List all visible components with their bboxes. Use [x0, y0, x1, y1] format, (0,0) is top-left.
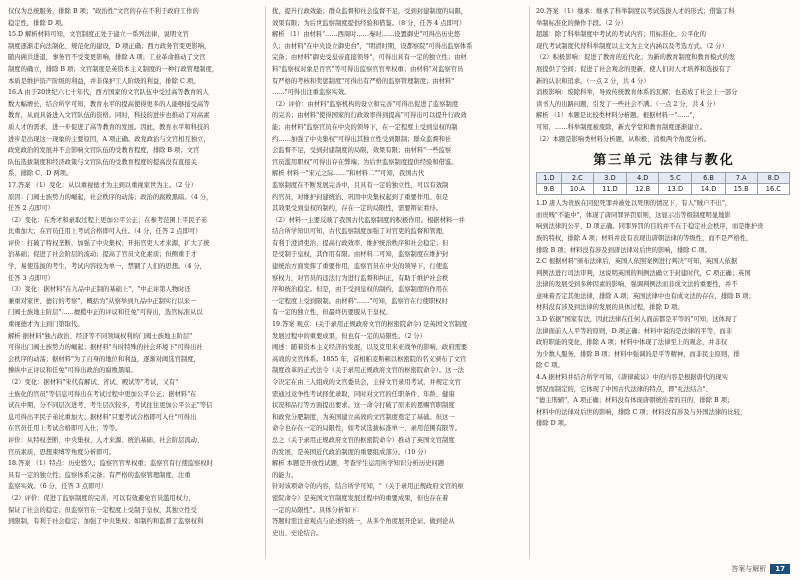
text-line: 19.答案 观点：(关于录用正规政府文官的枢密院命令) 是英国文官制度	[272, 321, 468, 329]
text-line: 在官员任用上考试合格即可入仕；等等。	[8, 425, 122, 433]
text-line: 原因：门阀士族势力的崛起，社会秩序的动荡；政治的腐败黑暗。（4 分，	[8, 193, 213, 201]
text-line: 响到法律的公平，D 项正确。同罪异罚的目的并不在于稳定社会秩序，而是维护贵	[536, 223, 764, 231]
text-line: 1.D 唐人为贵族在同犯死罪并被处以死刑的情况下，有人"賊户不出"，	[536, 200, 732, 208]
text-line: 制度逐渐走向法制化、规范化的建设，D 项正确；西方政务官变更影响，	[8, 42, 211, 50]
text-line: 门阀士族地主阶层"……擅揽中正的评议和任免"可得出，选官标准从以	[8, 309, 203, 317]
text-line: 随内阁共进退，事务官不受变更影响，排除 A 项；工业革命推动了文官	[8, 54, 206, 62]
text-line: （2）变化：在秀才和录取过程上更加公平公正；在参考范围上平民子弟	[8, 216, 208, 224]
text-line: "德主刑辅"，A 项正确；材料没有体现唐朝统治者的目的，排除 B 项；	[536, 397, 734, 405]
column-divider	[265, 6, 266, 558]
text-line: 消极影响：废除科举，导致传统教育体系的瓦解；也造成了社会上一部分	[536, 89, 738, 97]
text-line: 针对该项命令的内容，结合所学可知，"（关于录用正规政府文官的枢	[272, 483, 464, 491]
text-line: 能；由材料"监察官员在中央的领导下，在一定程度上受到皇权的制	[272, 123, 458, 131]
column-middle	[272, 6, 522, 561]
footer-label: 答案与解析	[731, 565, 767, 573]
text-line: 有利于澄清吏治、提高行政效率、维护统治秩序和社会稳定；但	[272, 239, 449, 247]
text-line: 稳定性，排除 D 项。	[8, 19, 68, 27]
text-line: 会秩序的动荡；据材料"为了自身的地位和利益，逐渐对阀选官制度，	[8, 355, 200, 363]
text-line: 的完善；由材料"使得国家的行政效率得到提高"可得出可以提升行政效	[272, 112, 467, 120]
text-line: 有严格的考核和奖惩制度"可得出有严格的监察管理制度；由材料"	[272, 77, 455, 85]
text-line: 官员滥用职权"可得出存在弊端；为后世监察制度提供经验和借鉴。	[272, 158, 458, 166]
answer-cell: 8.D	[757, 173, 789, 184]
text-line: 解析 （1）本题是比较类材料分析题。根据材料一"……"，	[536, 112, 699, 120]
text-line: 意味着否定其他法律，排除 A 项；英国法律中也有成文法的存在，排除 B 项；	[536, 292, 755, 300]
answer-cell: 2.C	[561, 173, 593, 184]
text-line: 会监督不足，受到封建制度的局限，效果有限；由材料"一些监察	[272, 147, 452, 155]
text-line: 是受制于皇权，其作用有限。由材料二可知，监察制度在维护封	[272, 251, 449, 259]
answer-cell: 7.A	[725, 173, 757, 184]
text-line: 比重加大；在官员任用上考试合格即可入仕。（4 分，任答 2 点即可）	[8, 228, 202, 236]
answer-cell: 1.D	[537, 173, 562, 184]
text-line: 举制标准化的操作手段。（2 分）	[536, 19, 628, 27]
text-line: 效果有限；为后世监察制度提供经验和借鉴。（8 分，任答 4 点即可）	[272, 19, 466, 27]
text-line: 解析 本题是开放性试题，考查学生运用所学知识分析历史问题	[272, 460, 445, 468]
text-line: 任答 2 点即可）	[8, 205, 54, 213]
text-line: （2）本题是影响类材料分析题，从积极、消极两个角度分析。	[536, 135, 711, 143]
column-left	[8, 6, 258, 561]
text-line: 4.A 据材料并结合所学可知，《唐律疏议》中的内容是根据唐代的现实	[536, 374, 729, 382]
text-line: 察权力，对官员的违法行为进行监督和纠正，有助于维护社会秩	[272, 274, 449, 282]
text-line: 史出、史论结合。	[272, 529, 323, 537]
text-line: 制度的确立，排除 B 项；文官制度是英资本主义制度的一种行政管理制度，	[8, 65, 219, 73]
text-line: 兼重对家世、德行的考察"，概括为"从察举到九品中正制实行以来一	[8, 297, 197, 305]
answer-cell: 12.B	[627, 184, 659, 195]
text-line: 评价：从特权垄断、中央集权、人才来源、统治基础、社会阶层流动、	[8, 436, 204, 444]
text-line: 扰，提升行政效能；群众监督和社会监督不足，受到封建制度的局限，	[272, 8, 468, 15]
text-line: 排除 D 项。	[536, 420, 571, 428]
text-line: 法律的发展受到多种因素的影响，强调判例法而非成文法的重要性，并不	[536, 281, 738, 289]
text-line: 需通过竞争性考试择优录取，同时对文官的任职条件、年龄、健康	[272, 390, 455, 398]
text-line: 除 C 项。	[536, 362, 564, 370]
answer-cell: 5.C	[659, 173, 692, 184]
text-line: 料"监察权对象是百官"等可得出监察官官卑权重；由材料"对监察官员	[272, 65, 464, 73]
answer-cell: 3.D	[593, 173, 626, 184]
answer-cell: 13.D	[659, 184, 692, 195]
answer-cell: 15.B	[725, 184, 757, 195]
text-line: 密院命令）是英国文官制度发展过程中的重要成果，但也存在着	[272, 494, 449, 502]
text-line: 其效果受到皇权的制约，存在一定的局限性，需要辩证看待。	[272, 205, 443, 213]
text-line: 材料没有涉及到法律的发展的具体过程，排除 D 项。	[536, 304, 684, 312]
text-line: 法律面前人人平等的原则，D 项正确；材料中说的是法律的平等，而非	[536, 327, 732, 335]
text-line: （2）积极影响：促进了教育的近代化；为新的教育制度和教育模式的发	[536, 54, 736, 62]
text-line: （3）变化：据材料"在九品中正制的基础上"、"中正评第人物时还	[8, 286, 191, 294]
text-line: 超越：除了科举制度中考试的考试内容；用标准化、公平化的	[536, 31, 707, 39]
text-line: 15.D 解析材料可知，文官制度正处于建立一系列法律，说明文官	[8, 31, 189, 39]
text-line: （2）评价：促进了监察制度的完善，可以有效避免官员滥用权力，	[8, 494, 195, 502]
text-line: 2.C 根据材料"颁布法律后，英国人依照案例进行判决"可知，英国人依据	[536, 258, 738, 266]
text-line: 族的特权，排除 A 项；材料并没有表现出唐朝法律的等级性，而不是严格性，	[536, 234, 753, 242]
text-line: 阐述：随着资本主义经济的发展，以及克里米亚战争的影响，政府需要	[272, 344, 468, 352]
unit3-explanations	[536, 198, 792, 430]
text-line: 17.答案 （1）变化：从以重视德才为主到以重视家世为主。（2 分）	[8, 181, 197, 189]
text-line: 政府职能的变化，排除 A 项；材料中体现了法律至上的观念，并非仅	[536, 339, 728, 347]
text-line: 学，易使选拔的考生，考试内容较为单一，禁锢了人们的思想。（4 分，	[8, 263, 207, 271]
text-line: 系，排除 C、D 两项。	[8, 170, 73, 178]
text-line: 和政党分肥制度，为英国建立高效的文官制度奠定了基础。但这一	[272, 413, 455, 421]
text-line: 具有一定的独立性；监察体系完备；有严格的监察管理制度，注重	[8, 471, 191, 479]
text-line: 一定程度上受到限制。由材料"……"可知，监察官在行使职权时	[272, 297, 448, 305]
text-line: 可得出门阀士族势力的崛起；据材料"当时特殊的社会环境下"可得出社	[8, 344, 203, 352]
text-line: 情况而制定的，它体现了中国古代法律的特点，即"礼法结合"、	[536, 385, 712, 393]
column-right	[536, 6, 792, 561]
text-line: 约……加强了中央集权"可得出其独立性受到限制；群众监督和社	[272, 135, 452, 143]
text-line: 士族化的官员"等信息可得出在考试过程中更加公平公正；据材料"在	[8, 390, 197, 398]
text-line: 官员素质、思想束缚等角度分析即可。	[8, 448, 116, 456]
text-line: 任答 3 点即可）	[8, 274, 54, 282]
answer-key-table	[536, 172, 790, 195]
text-line: 总之（关于录用正规政府文官的枢密院命令）推动了英国文官制度	[272, 436, 455, 444]
text-line: 有一定的独立性，但最终仍要服从于皇权。	[272, 309, 392, 317]
text-line: 高效的文官体系。1855 年，首相帕麦斯顿以枢密院的名义颁布了文官	[272, 355, 467, 363]
text-line: 建统治方面发挥了重要作用，监察官员在中央的领导下，行使监	[272, 263, 449, 271]
text-line: 结合所学知识可知，古代监察制度加强了对官吏的监督和管理，	[272, 228, 449, 236]
answer-cell: 10.A	[561, 184, 593, 195]
unit-title: 第三单元 法律与教化	[593, 153, 735, 169]
text-line: （2）变化：据材料"宋代有解试、省试、殿试等"考试，又有"	[8, 379, 179, 386]
text-line: 新的认识和追求。（一点 2 分，共 4 分）	[536, 77, 650, 85]
text-line: 答题时需注意观点与论述的统一，从多个角度展开论证，做到论从	[272, 518, 455, 526]
text-line: 操纵中正评议和任免"可得出政治的腐败黑暗。	[8, 367, 137, 375]
text-line: （2）评价：由材料"监察机构的设立和完善"可得出促进了监察制度	[272, 100, 459, 108]
text-line: 队伍选拔制度和经济政策与文官队伍的受教育程度的提高没有直接关	[8, 158, 197, 166]
text-line: ……"可得出注重监察实效。	[272, 89, 351, 97]
text-line: 监察实效。（6 分，任答 3 点即可）	[8, 483, 108, 491]
text-line: 而贵贱"不能中"，体现了唐同罪异罚原则，这显示出等级制度明显地影	[536, 211, 731, 219]
text-line: 16.A 由于20世纪六七十年代，西方国家的文官队伍中受过高等教育的人	[8, 89, 209, 97]
text-line: 状况和品行等方面提出要求。这一命令打破了原来的恩赐官职制度	[272, 402, 455, 410]
text-line: 久；由材料"在中央设立御史台"，"明清时期，设都察院"可得出监察体系	[272, 42, 473, 50]
text-line: 可知，……科举制度被废除，新式学堂和教育制度逐渐建立。	[536, 123, 707, 131]
text-line: 政党政治的发展并不会影响文官队伍的受教育程度，排除 B 项；文官	[8, 147, 200, 155]
text-line: 完备；由材料"御史受皇帝直接领导"，可得出具有一定的独立性；由材	[272, 54, 467, 62]
text-line: 监察制度在不断发展完善中，且具有一定的独立性，可以有效制	[272, 181, 449, 189]
answer-cell: 14.D	[692, 184, 725, 195]
text-line: 试在中期，分不同层次进考、考生层次较多，考试往往更加公平公正"等信	[8, 402, 213, 410]
text-line: 评价：打破了特权垄断，加强了中央集权；开拓官吏人才来源，扩大了统	[8, 239, 210, 247]
text-line: 重视德才为主到门第取代。	[8, 321, 84, 329]
text-line: 读书人的出路问题，引发了一些社会不满。（一点 2 分，共 4 分）	[536, 100, 719, 108]
text-line: 息可得出平民子弟比重加大；据材料"只要考试合格即可入仕"可得出	[8, 413, 197, 421]
text-line: 教育，从而具备进入文官队伍的资格。同时，科技的进步也推动了对高素	[8, 112, 210, 120]
text-line: 3.D 依据"国家有法，因此法律在任何人面前都是平等的"可知，这体现了	[536, 316, 738, 324]
text-line: 解析 材料一"宋元之际……"和材料二""可知，我国古代	[272, 170, 425, 178]
text-line: 数大幅增长，结合所学可知，教育水平的提高使得更多的人能够接受高等	[8, 100, 210, 108]
page-footer	[731, 562, 790, 576]
text-line: 进步是出现这一现象的主要原因，A 项正确。政党政治与文官相互独立，	[8, 135, 210, 143]
text-line: 排除 B 项；材料没有涉及到唐法律对后世的影响，排除 C 项。	[536, 246, 711, 254]
text-line: 一定的局限性"。具体分析如下：	[272, 506, 364, 514]
text-line: 治基础；促进了社会阶层的流动；提高了官员文化素质；但侧重于才	[8, 251, 197, 259]
answer-cell: 9.B	[537, 184, 562, 195]
text-line: 本质是维护资产阶级的利益，并非保护工人阶级的利益，排除 C 项。	[8, 77, 200, 85]
text-line: （2）材料一主要反映了我国古代监察制度的积极作用。根据材料一并	[272, 216, 465, 224]
answer-cell: 11.D	[593, 184, 626, 195]
column-divider	[529, 6, 530, 558]
text-line: 保证了社会的稳定；但监察官在一定程度上受制于皇权，其独立性受	[8, 506, 197, 514]
text-line: 的能力。	[272, 471, 298, 479]
text-line: 的发展，是英国近代政治制度的重要组成部分。（10 分）	[272, 448, 430, 456]
text-line: 为少数人服务，排除 B 项；材料中强调的是平等精神，而非民主原则，排	[536, 350, 740, 358]
q20-answer-block	[536, 6, 792, 145]
answer-cell: 4.D	[627, 173, 659, 184]
text-line: 制度改革的正式法令（关于录用正规政府文官的枢密院命令）。这一法	[272, 367, 465, 375]
text-line: 20.答案 （1）继承：继承了科举制度以考试选拔人才的形式；借鉴了科	[536, 8, 735, 15]
text-line: 到限制，有利于社会稳定；加强了中央集权；如制约和监督了监察权利	[8, 518, 204, 526]
text-line: 解析 （1）由材料"……西周时……秦时……设置御史"可得出历史悠	[272, 31, 461, 39]
text-line: 材料中的法律对后世的影响，排除 C 项；材料没有涉及与外国法律的比较，	[536, 408, 747, 416]
text-line: 仅仅为总统服务，排除 B 项；"政治性"文官的存在不利于政府工作的	[8, 8, 199, 15]
text-line: 质人才的需求，进一步促进了高等教育的发展。因此，教育水平和科技的	[8, 123, 210, 131]
text-line: 序和统治稳定。但是，由于受到皇权的制约，监察制度的作用在	[272, 286, 449, 294]
text-line: 展提供了空间；促进了社会观念的更新，使人们对人才培养和选拔有了	[536, 65, 732, 73]
answer-row	[537, 173, 790, 184]
text-line: 命令也存在一定的局限性，如考试选拔标准单一、录用范围有限等。	[272, 425, 461, 433]
text-line: 约官员，对维护封建统治、巩固中央集权起到了重要作用。但是	[272, 193, 449, 201]
answer-cell: 6.B	[692, 173, 725, 184]
text-line: 判例法进行司法审判，这说明英国的判例法确立于封建时代，C 项正确；英国	[536, 269, 751, 277]
text-line: 解析 据材料"独占政治、经济等不同领域权利的门阀士族地主阶层"	[8, 332, 193, 340]
page-number: 17	[770, 564, 790, 574]
text-line: 现代考试制度代替科举制度以主文为主文内涵以及考选方式。（2 分）	[536, 42, 728, 50]
text-line: 18.答案 （1）特点：历史悠久；监察官官卑权重；监察官有行使监察权时	[8, 460, 213, 468]
answer-row	[537, 184, 790, 195]
text-line: 令决定在由三人组成的文官委员会，主持文官录用考试，并规定文官	[272, 379, 461, 386]
text-line: 发展过程中的重要成果，但也有一定的局限性。（2 分）	[272, 332, 426, 340]
answer-cell: 16.C	[757, 184, 789, 195]
